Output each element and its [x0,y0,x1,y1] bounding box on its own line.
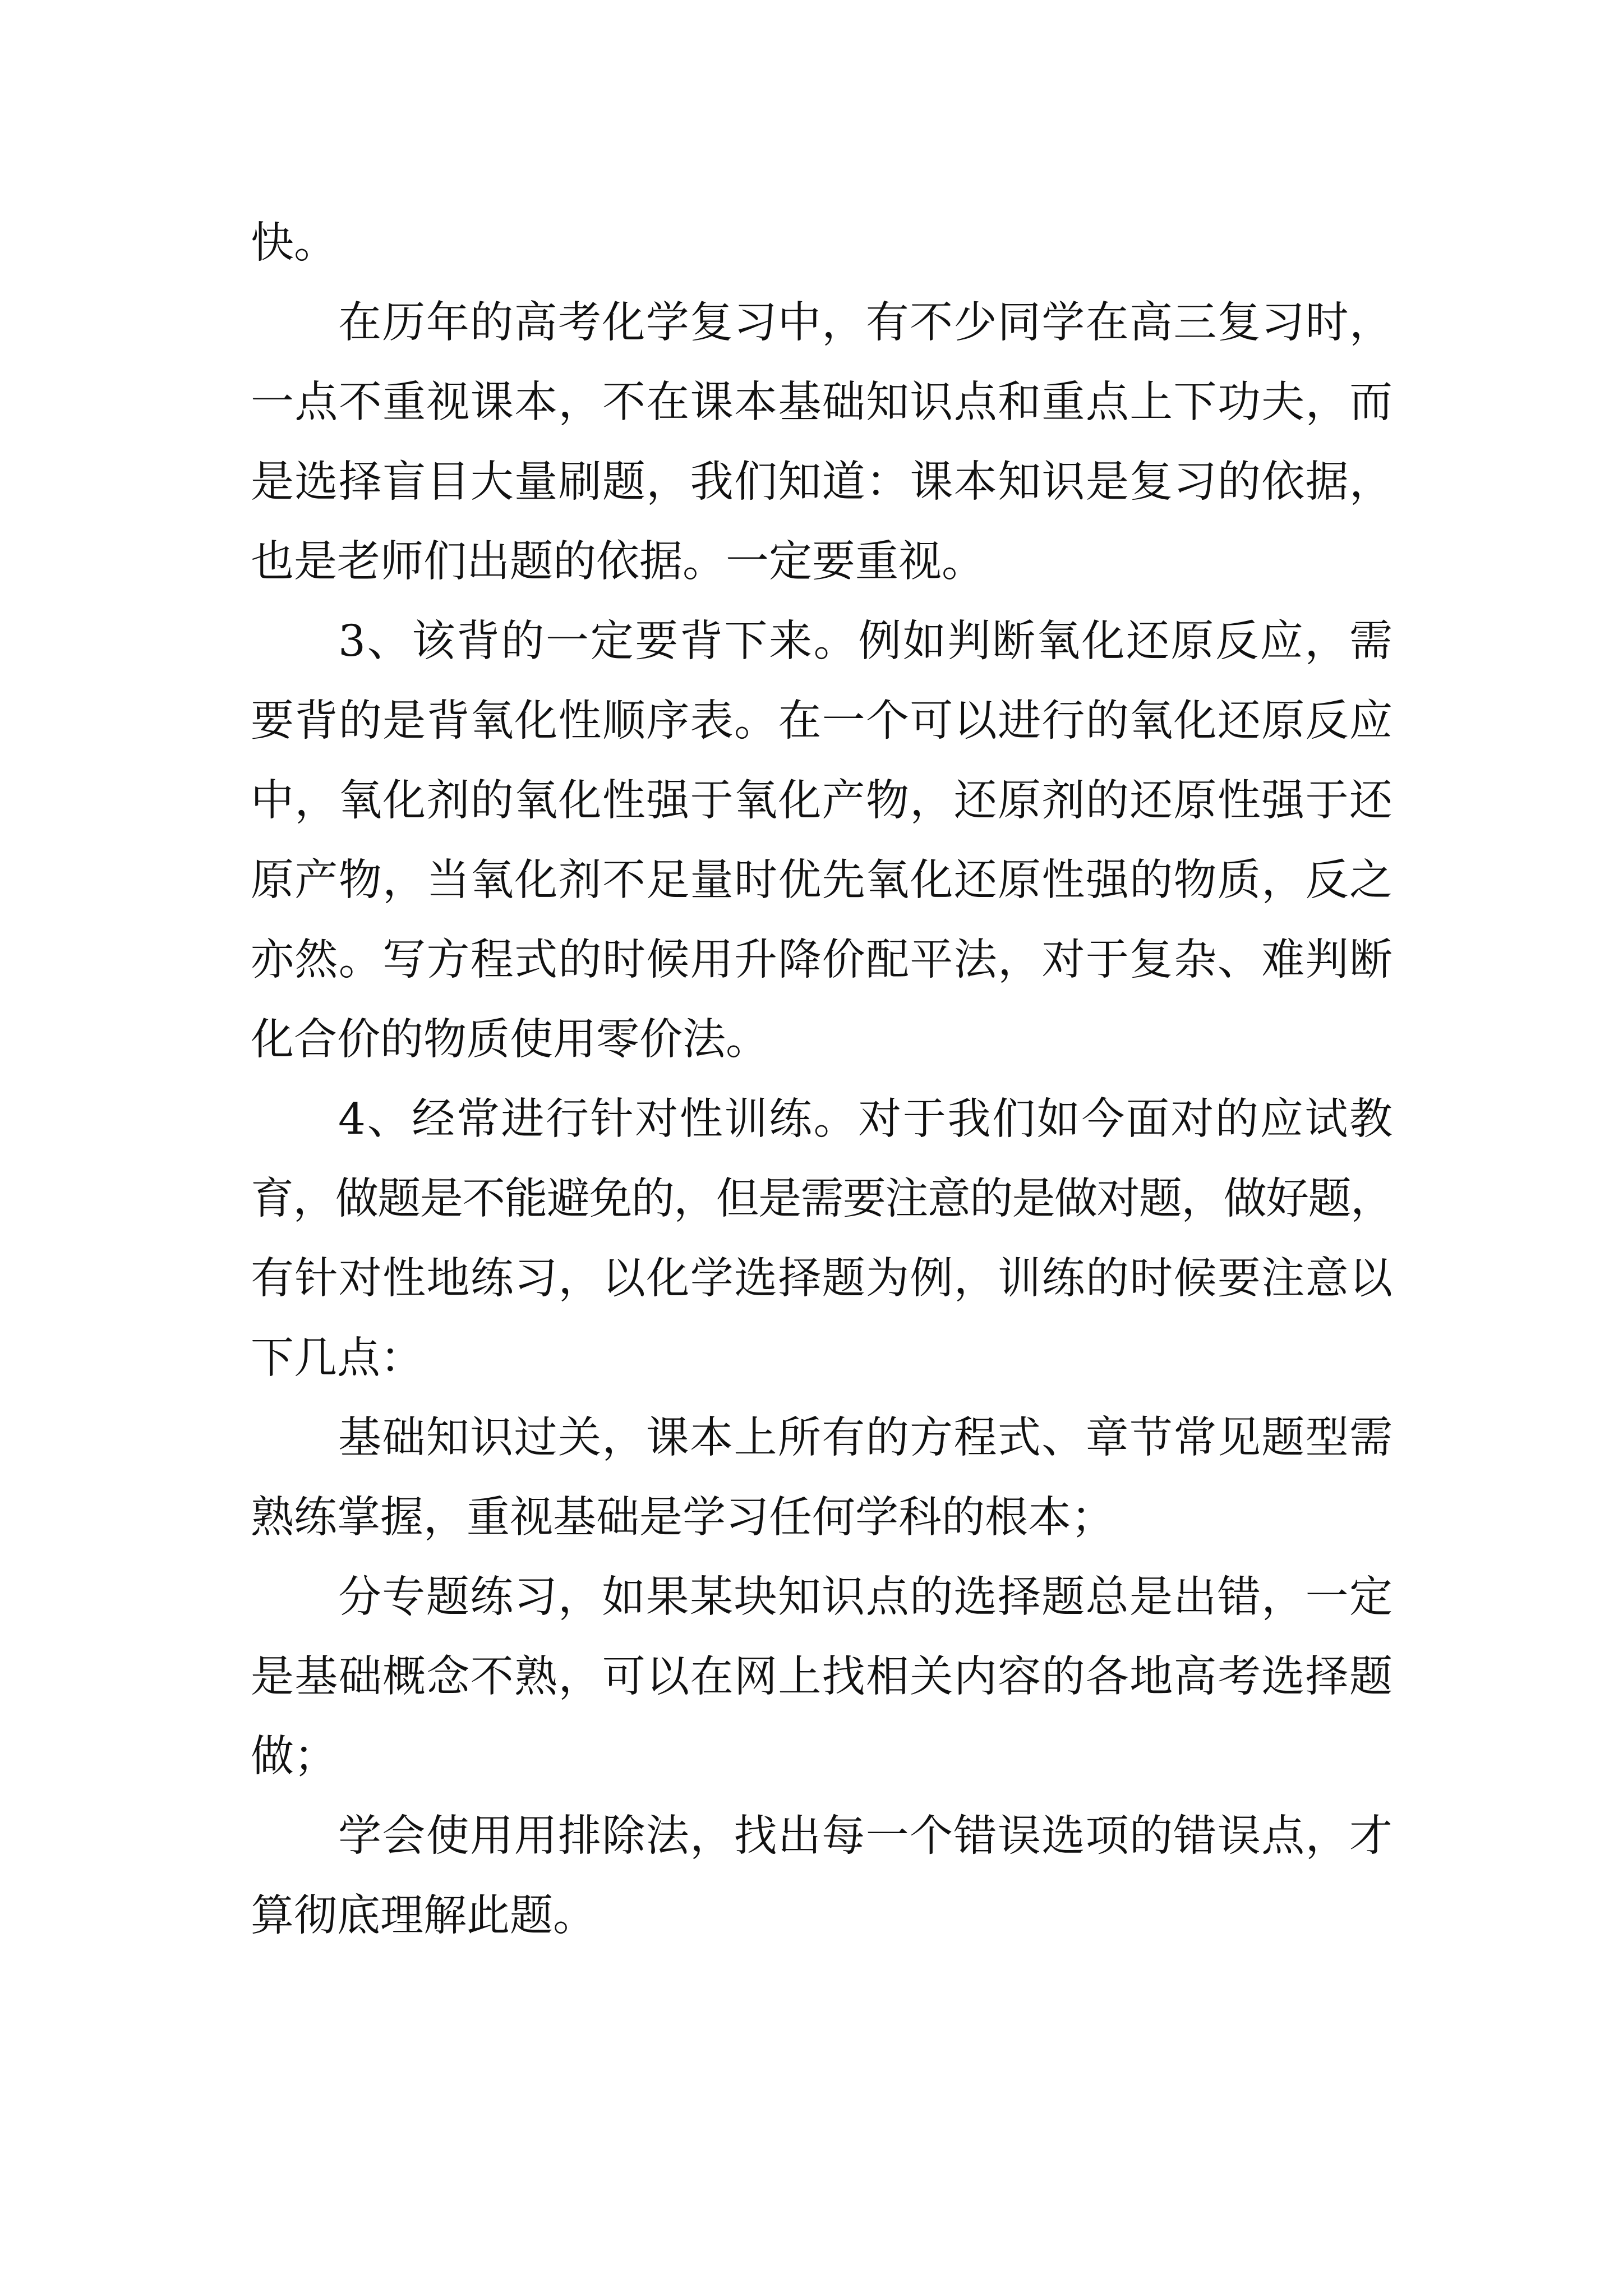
text-line: 算彻底理解此题。 [251,1891,596,1941]
text-line: 亦然。写方程式的时候用升降价配平法，对于复杂、难判断 [251,935,1393,985]
text-line: 也是老师们出题的依据。一定要重视。 [251,537,985,587]
paragraph [251,1797,1393,1956]
text-line: 3、该背的一定要背下来。例如判断氧化还原反应，需 [338,616,1393,666]
text-line: 育，做题是不能避免的，但是需要注意的是做对题，做好题， [251,1174,1393,1224]
text-line: 有针对性地练习，以化学选择题为例，训练的时候要注意以 [251,1254,1393,1304]
text-line: 要背的是背氧化性顺序表。在一个可以进行的氧化还原反应 [251,696,1393,746]
text-line: 熟练掌握，重视基础是学习任何学科的根本； [251,1493,1114,1543]
paragraph [251,1558,1393,1797]
paragraph [251,602,1393,1080]
text-line: 是选择盲目大量刷题，我们知道：课本知识是复习的依据， [251,457,1393,507]
text-line: 在历年的高考化学复习中，有不少同学在高三复习时， [338,298,1393,348]
text-line: 下几点： [251,1333,423,1383]
paragraph [251,283,1393,602]
text-line: 化合价的物质使用零价法。 [251,1015,769,1065]
text-line: 4、经常进行针对性训练。对于我们如今面对的应试教 [338,1094,1393,1144]
text-line: 是基础概念不熟，可以在网上找相关内容的各地高考选择题 [251,1652,1393,1702]
text-line: 做； [251,1732,337,1782]
text-line: 快。 [251,218,337,268]
text-line: 基础知识过关，课本上所有的方程式、章节常见题型需 [338,1413,1393,1463]
paragraph [251,204,1393,283]
paragraph [251,1080,1393,1398]
text-line: 中，氧化剂的氧化性强于氧化产物，还原剂的还原性强于还 [251,776,1393,826]
paragraph [251,1398,1393,1558]
document-body [251,204,1393,1956]
text-line: 一点不重视课本，不在课本基础知识点和重点上下功夫，而 [251,378,1393,427]
text-line: 原产物，当氧化剂不足量时优先氧化还原性强的物质，反之 [251,855,1393,905]
text-line: 分专题练习，如果某块知识点的选择题总是出错，一定 [338,1572,1393,1622]
text-line: 学会使用用排除法，找出每一个错误选项的错误点，才 [338,1811,1393,1861]
